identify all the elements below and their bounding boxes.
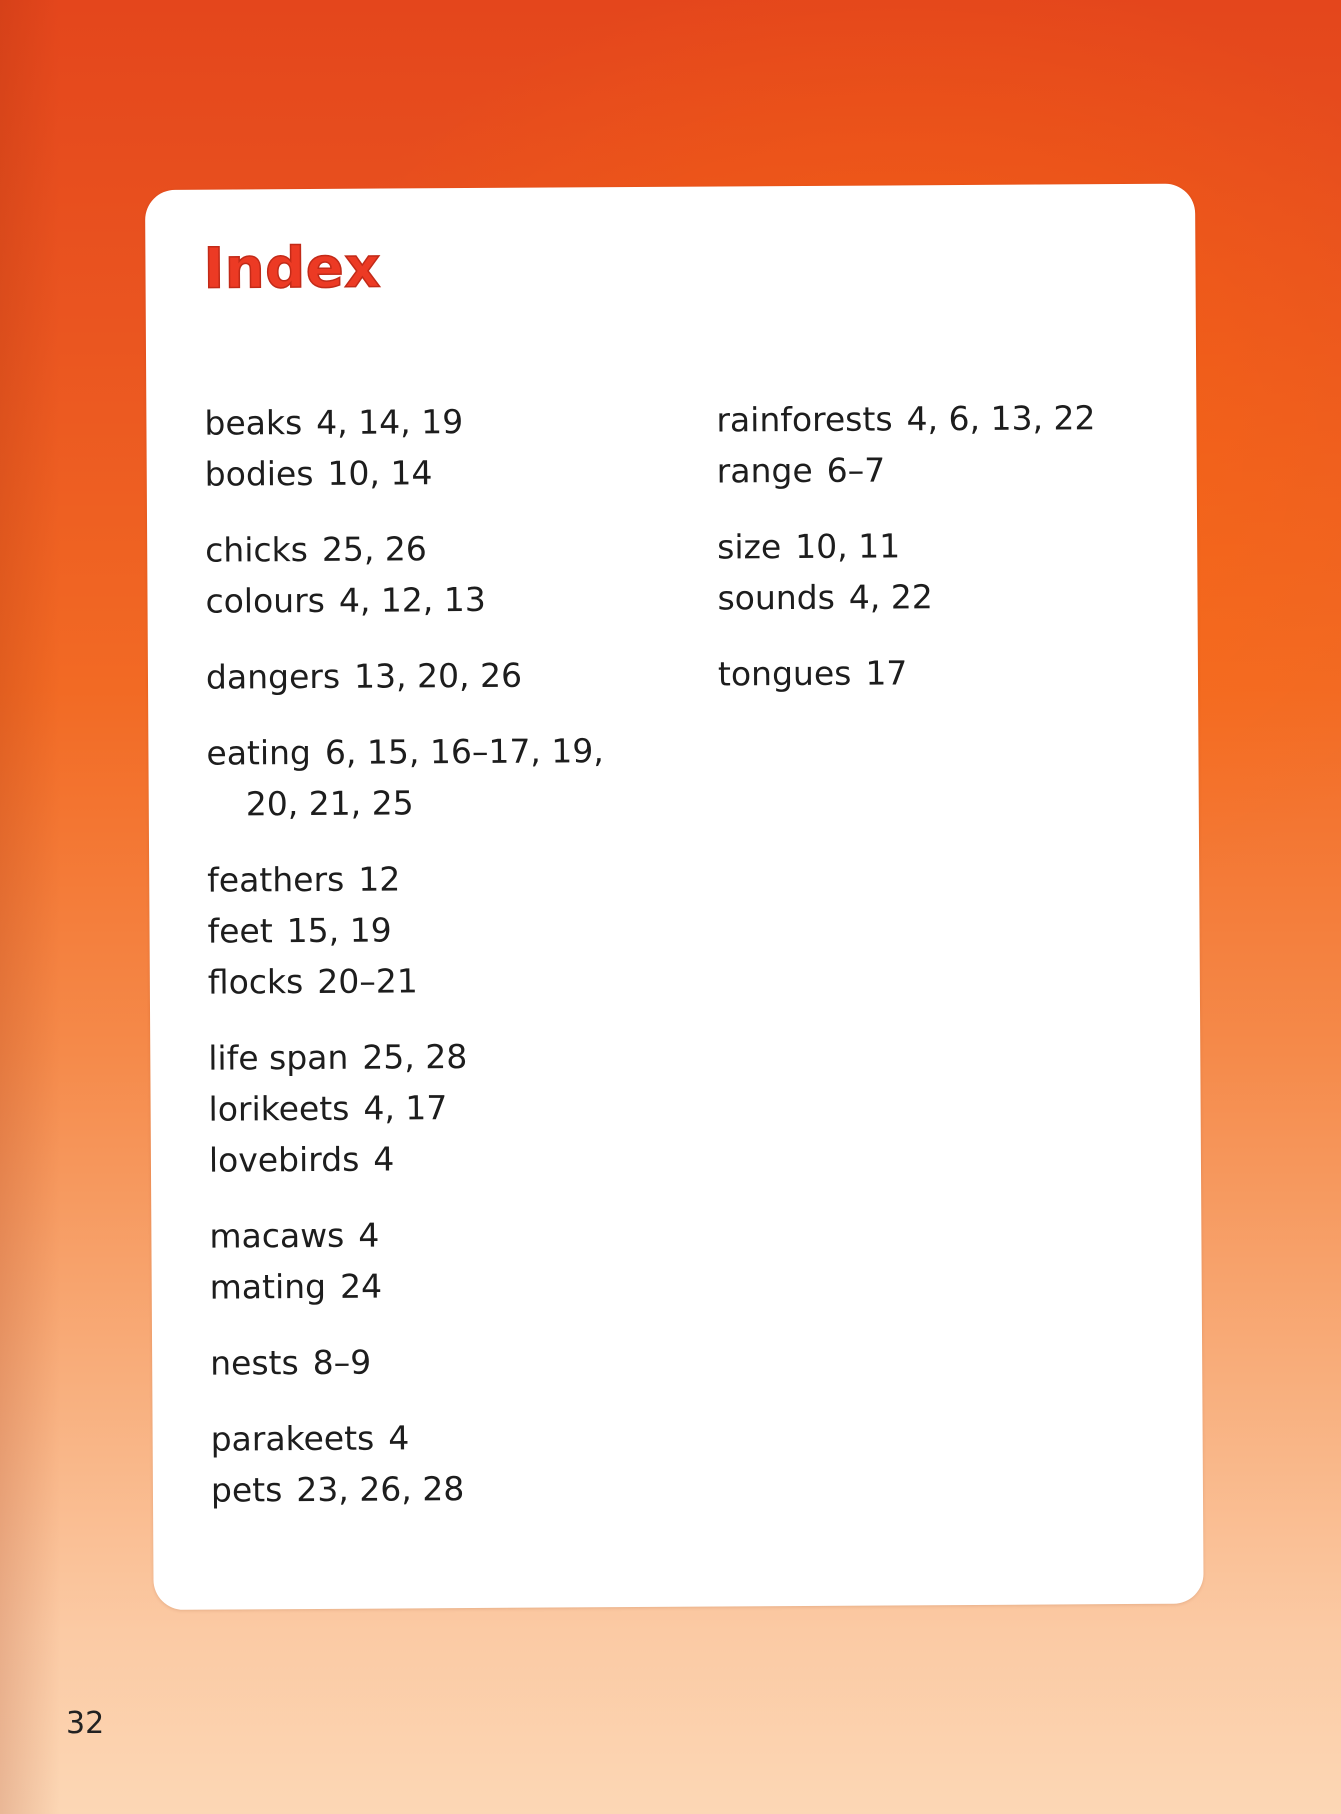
index-group [209, 1208, 690, 1313]
index-entry [209, 1132, 689, 1186]
index-term: pets [210, 1470, 283, 1510]
index-page-numbers: 12 [358, 859, 401, 899]
index-entry [718, 646, 1178, 700]
index-panel [145, 184, 1204, 1610]
index-term: beaks [204, 403, 303, 443]
index-page-numbers: 20–21 [317, 961, 418, 1001]
index-entry [211, 1462, 691, 1516]
index-term: dangers [205, 656, 341, 697]
index-term: macaws [209, 1215, 345, 1256]
index-entry [204, 395, 684, 449]
index-term: eating [206, 732, 312, 773]
index-entry [210, 1335, 690, 1389]
index-entry [716, 392, 1176, 446]
index-group [210, 1335, 690, 1389]
index-entry [208, 954, 688, 1008]
index-entry [210, 1411, 690, 1465]
page-number: 32 [66, 1706, 105, 1741]
index-entry [207, 903, 687, 957]
index-term: colours [205, 580, 326, 621]
index-term: lovebirds [208, 1139, 360, 1180]
index-group [204, 395, 685, 500]
index-group [206, 649, 686, 703]
index-column-right [716, 392, 1178, 725]
index-term: life span [208, 1037, 349, 1078]
index-term: rainforests [716, 399, 893, 440]
index-entry [205, 573, 685, 627]
index-page-numbers: 4, 14, 19 [316, 402, 464, 442]
index-term: flocks [207, 962, 304, 1002]
index-entry [206, 649, 686, 703]
index-page-numbers: 8–9 [312, 1342, 372, 1382]
index-page-numbers: 13, 20, 26 [353, 655, 523, 696]
index-page-numbers: 4, 22 [848, 577, 933, 617]
index-term: chicks [205, 530, 309, 570]
index-term: sounds [717, 577, 835, 618]
index-page-numbers: 25, 28 [362, 1037, 468, 1077]
index-page-numbers: 17 [865, 653, 908, 693]
index-page-numbers: 15, 19 [286, 910, 392, 951]
index-term: feathers [207, 859, 345, 900]
index-term: mating [209, 1266, 327, 1307]
index-entry [717, 570, 1177, 624]
index-page-numbers: 4, 12, 13 [338, 579, 486, 620]
index-entry [205, 522, 685, 576]
index-page-numbers: 4 [388, 1418, 410, 1458]
index-group [717, 519, 1178, 624]
index-term: bodies [204, 453, 314, 494]
index-term: size [717, 527, 782, 567]
index-entry [206, 725, 686, 779]
index-entry [208, 1030, 688, 1084]
index-term: parakeets [210, 1418, 375, 1459]
index-page-numbers: 23, 26, 28 [296, 1469, 465, 1510]
index-page-numbers: 24 [339, 1266, 383, 1306]
index-title: Index [203, 235, 382, 302]
index-page-numbers: 6–7 [826, 450, 886, 490]
index-page-numbers: 10, 11 [795, 526, 901, 567]
index-entry [717, 519, 1177, 573]
index-page-numbers: 25, 26 [321, 529, 427, 569]
index-group [210, 1411, 691, 1516]
index-entry [207, 852, 687, 906]
index-group [716, 392, 1177, 497]
index-page-numbers-continued: 20, 21, 25 [245, 783, 414, 824]
index-column-left [204, 395, 691, 1541]
index-group [207, 852, 688, 1008]
index-entry [717, 443, 1177, 497]
index-page-numbers: 10, 14 [327, 453, 433, 493]
index-term: range [716, 450, 813, 491]
index-page-numbers: 6, 15, 16–17, 19, [324, 731, 604, 772]
index-page-numbers: 4 [373, 1139, 395, 1179]
index-group [208, 1030, 689, 1186]
index-term: lorikeets [208, 1088, 350, 1129]
index-group [206, 725, 687, 830]
index-term: feet [207, 911, 273, 951]
index-page-numbers: 4 [358, 1215, 380, 1255]
index-entry [208, 1081, 688, 1135]
index-entry [210, 1259, 690, 1313]
index-page-numbers: 4, 6, 13, 22 [906, 398, 1096, 439]
index-entry [209, 1208, 689, 1262]
index-term: tongues [717, 653, 852, 694]
index-entry [205, 446, 685, 500]
index-group [205, 522, 686, 627]
index-term: nests [210, 1343, 299, 1383]
index-group [718, 646, 1178, 700]
index-page-numbers: 4, 17 [363, 1088, 448, 1128]
